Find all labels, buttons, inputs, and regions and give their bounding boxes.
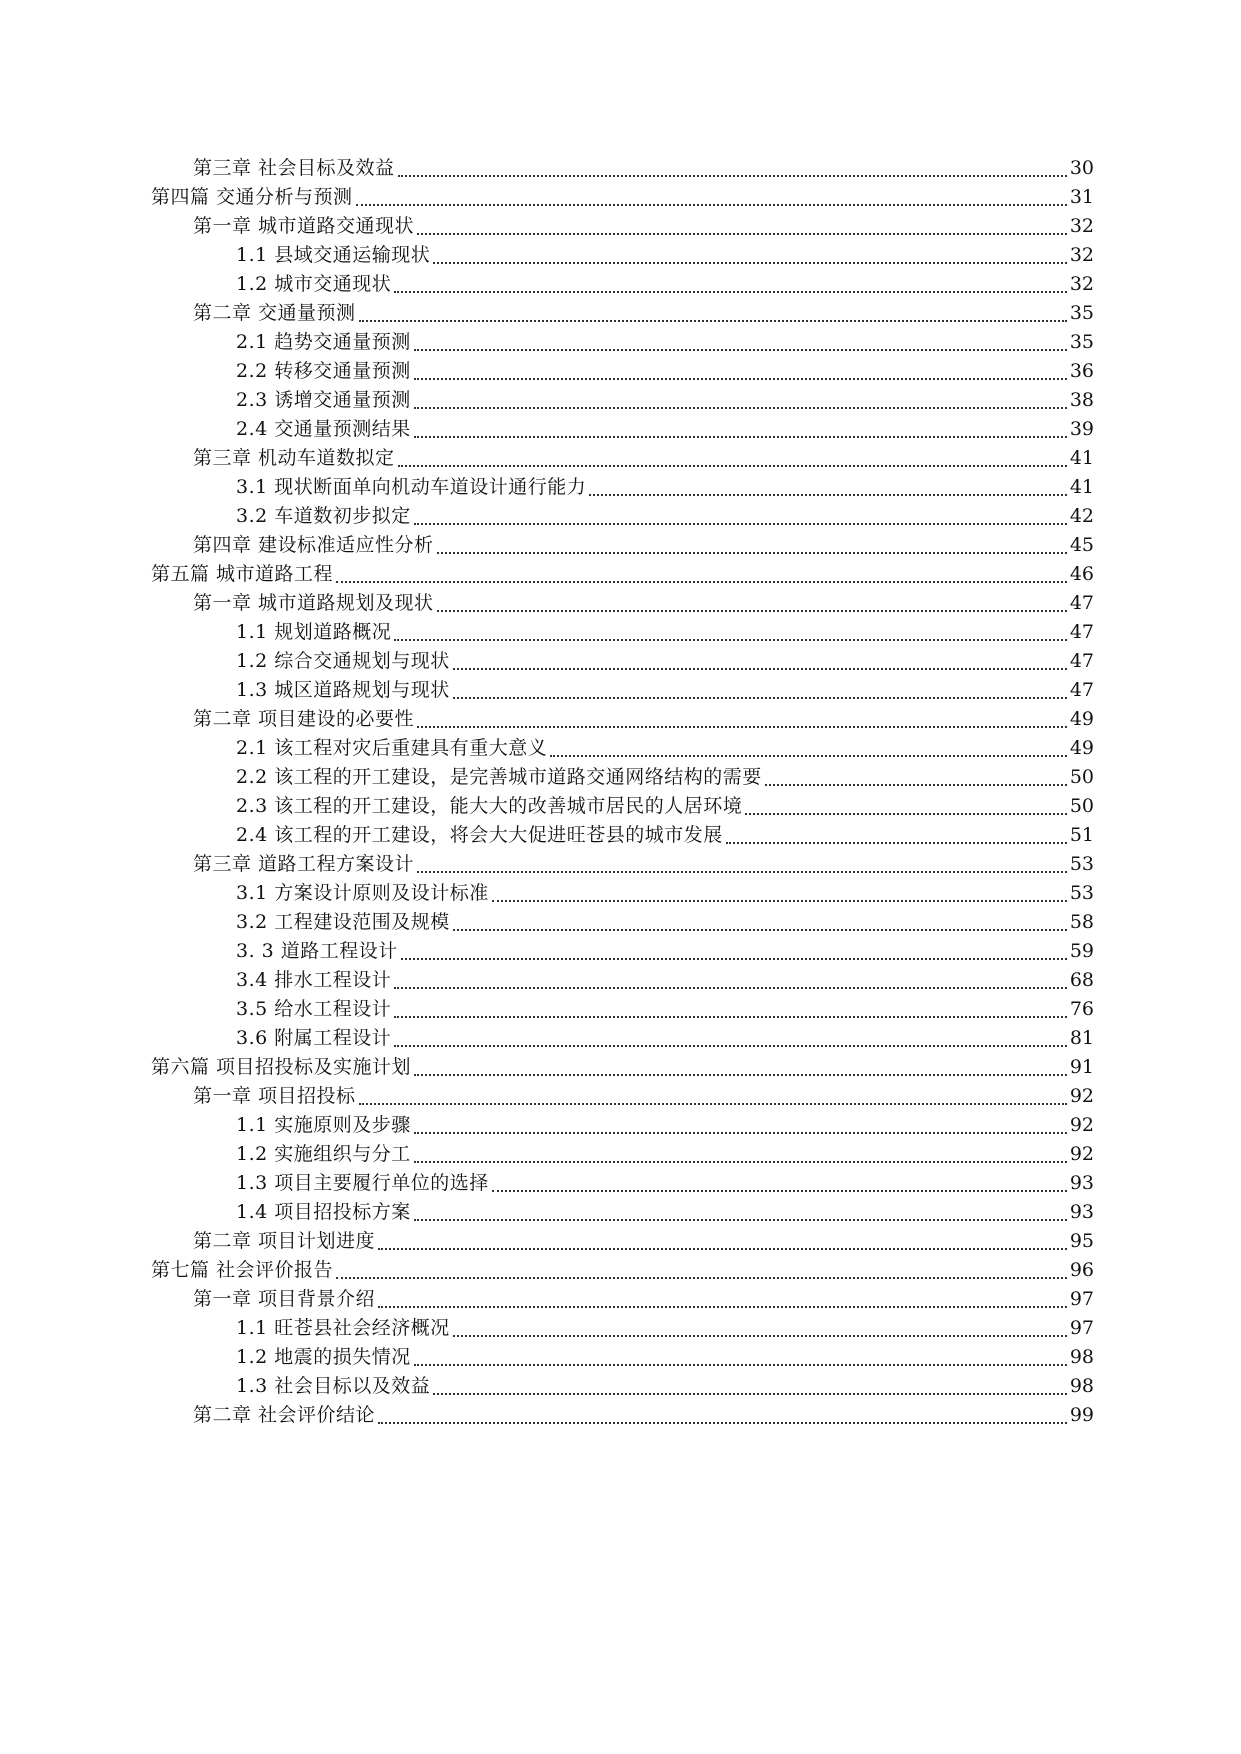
toc-entry-page: 31 xyxy=(1069,186,1094,208)
toc-dot-leader xyxy=(414,1363,1067,1366)
toc-entry[interactable] xyxy=(236,1370,1094,1402)
toc-dot-leader xyxy=(414,1131,1067,1134)
toc-dot-leader xyxy=(414,1218,1067,1221)
toc-entry[interactable] xyxy=(236,964,1094,996)
toc-entry-title: 1.3 城区道路规划与现状 xyxy=(236,679,450,701)
toc-dot-leader xyxy=(437,609,1067,612)
toc-entry-title: 第一章 项目背景介绍 xyxy=(193,1288,376,1310)
toc-dot-leader xyxy=(398,464,1067,467)
toc-entry-title: 2.2 该工程的开工建设，是完善城市道路交通网络结构的需要 xyxy=(236,766,762,788)
toc-entry[interactable] xyxy=(151,558,1094,590)
toc-dot-leader xyxy=(433,1392,1067,1395)
toc-dot-leader xyxy=(378,1247,1067,1250)
toc-entry-page: 32 xyxy=(1069,244,1094,266)
toc-entry[interactable] xyxy=(236,761,1094,793)
toc-entry[interactable] xyxy=(236,413,1094,445)
toc-entry-title: 第一章 城市道路规划及现状 xyxy=(193,592,434,614)
toc-entry-title: 第二章 项目计划进度 xyxy=(193,1230,376,1252)
toc-dot-leader xyxy=(394,1015,1067,1018)
toc-entry[interactable] xyxy=(193,1080,1094,1112)
toc-entry-title: 3. 3 道路工程设计 xyxy=(236,940,398,962)
toc-entry-title: 2.3 诱增交通量预测 xyxy=(236,389,411,411)
toc-entry-page: 92 xyxy=(1069,1085,1094,1107)
toc-entry-page: 30 xyxy=(1069,157,1094,179)
toc-entry[interactable] xyxy=(236,935,1094,967)
toc-entry-title: 1.1 实施原则及步骤 xyxy=(236,1114,411,1136)
toc-entry[interactable] xyxy=(236,326,1094,358)
toc-entry-page: 39 xyxy=(1069,418,1094,440)
toc-entry-title: 2.4 交通量预测结果 xyxy=(236,418,411,440)
toc-entry-page: 49 xyxy=(1069,737,1094,759)
toc-entry-page: 35 xyxy=(1069,331,1094,353)
toc-entry-page: 36 xyxy=(1069,360,1094,382)
toc-entry[interactable] xyxy=(151,1254,1094,1286)
toc-dot-leader xyxy=(414,406,1067,409)
toc-dot-leader xyxy=(417,870,1067,873)
toc-entry-title: 第三章 道路工程方案设计 xyxy=(193,853,415,875)
toc-entry-page: 35 xyxy=(1069,302,1094,324)
toc-entry-title: 3.2 工程建设范围及规模 xyxy=(236,911,450,933)
toc-entry-title: 3.4 排水工程设计 xyxy=(236,969,392,991)
toc-dot-leader xyxy=(394,986,1067,989)
toc-dot-leader xyxy=(414,377,1067,380)
toc-entry[interactable] xyxy=(236,877,1094,909)
toc-entry-title: 第三章 机动车道数拟定 xyxy=(193,447,395,469)
toc-entry[interactable] xyxy=(236,239,1094,271)
toc-dot-leader xyxy=(453,928,1067,931)
toc-entry-title: 1.2 综合交通规划与现状 xyxy=(236,650,450,672)
toc-dot-leader xyxy=(359,319,1067,322)
toc-entry[interactable] xyxy=(193,297,1094,329)
toc-entry-page: 93 xyxy=(1069,1201,1094,1223)
toc-entry-page: 50 xyxy=(1069,766,1094,788)
toc-entry[interactable] xyxy=(236,993,1094,1025)
toc-entry[interactable] xyxy=(236,500,1094,532)
toc-entry[interactable] xyxy=(193,587,1094,619)
toc-entry-page: 32 xyxy=(1069,273,1094,295)
toc-entry-page: 98 xyxy=(1069,1375,1094,1397)
toc-entry-page: 91 xyxy=(1069,1056,1094,1078)
toc-entry[interactable] xyxy=(193,210,1094,242)
toc-entry-title: 1.2 城市交通现状 xyxy=(236,273,392,295)
toc-entry-page: 41 xyxy=(1069,447,1094,469)
toc-entry-page: 46 xyxy=(1069,563,1094,585)
toc-entry-title: 第一章 城市道路交通现状 xyxy=(193,215,415,237)
toc-entry-title: 第五篇 城市道路工程 xyxy=(151,563,334,585)
toc-entry[interactable] xyxy=(236,471,1094,503)
toc-entry-title: 第七篇 社会评价报告 xyxy=(151,1259,334,1281)
toc-dot-leader xyxy=(492,1189,1067,1192)
toc-entry-page: 76 xyxy=(1069,998,1094,1020)
toc-dot-leader xyxy=(453,667,1067,670)
toc-entry[interactable] xyxy=(236,790,1094,822)
toc-dot-leader xyxy=(378,1305,1067,1308)
toc-entry-page: 32 xyxy=(1069,215,1094,237)
toc-entry-page: 53 xyxy=(1069,882,1094,904)
toc-entry-title: 3.5 给水工程设计 xyxy=(236,998,392,1020)
toc-dot-leader xyxy=(401,957,1067,960)
toc-dot-leader xyxy=(745,812,1067,815)
toc-entry[interactable] xyxy=(236,819,1094,851)
toc-entry[interactable] xyxy=(236,732,1094,764)
toc-entry-page: 97 xyxy=(1069,1288,1094,1310)
toc-entry-title: 第三章 社会目标及效益 xyxy=(193,157,395,179)
toc-dot-leader xyxy=(765,783,1067,786)
toc-entry[interactable] xyxy=(193,529,1094,561)
toc-dot-leader xyxy=(414,435,1067,438)
toc-entry-title: 1.3 社会目标以及效益 xyxy=(236,1375,431,1397)
toc-entry-page: 81 xyxy=(1069,1027,1094,1049)
toc-dot-leader xyxy=(394,1044,1067,1047)
toc-dot-leader xyxy=(453,696,1067,699)
toc-dot-leader xyxy=(394,638,1067,641)
toc-dot-leader xyxy=(378,1421,1067,1424)
toc-entry[interactable] xyxy=(193,442,1094,474)
toc-entry-title: 2.1 趋势交通量预测 xyxy=(236,331,411,353)
toc-dot-leader xyxy=(336,580,1067,583)
toc-entry-page: 92 xyxy=(1069,1114,1094,1136)
toc-entry-title: 3.6 附属工程设计 xyxy=(236,1027,392,1049)
toc-dot-leader xyxy=(437,551,1067,554)
toc-entry[interactable] xyxy=(236,355,1094,387)
toc-dot-leader xyxy=(453,1334,1067,1337)
toc-entry-title: 1.1 规划道路概况 xyxy=(236,621,392,643)
toc-dot-leader xyxy=(550,754,1067,757)
toc-entry-page: 47 xyxy=(1069,621,1094,643)
toc-entry-page: 98 xyxy=(1069,1346,1094,1368)
toc-dot-leader xyxy=(414,1160,1067,1163)
toc-entry-title: 2.4 该工程的开工建设，将会大大促进旺苍县的城市发展 xyxy=(236,824,723,846)
toc-entry[interactable] xyxy=(193,848,1094,880)
toc-dot-leader xyxy=(726,841,1067,844)
toc-entry-page: 93 xyxy=(1069,1172,1094,1194)
toc-dot-leader xyxy=(359,1102,1067,1105)
toc-entry-page: 47 xyxy=(1069,679,1094,701)
toc-entry[interactable] xyxy=(193,1283,1094,1315)
toc-dot-leader xyxy=(414,522,1067,525)
toc-entry-title: 第六篇 项目招投标及实施计划 xyxy=(151,1056,412,1078)
toc-entry[interactable] xyxy=(236,1341,1094,1373)
toc-entry-page: 53 xyxy=(1069,853,1094,875)
toc-entry-page: 68 xyxy=(1069,969,1094,991)
toc-entry[interactable] xyxy=(236,906,1094,938)
toc-entry-title: 1.4 项目招投标方案 xyxy=(236,1201,411,1223)
toc-dot-leader xyxy=(356,203,1067,206)
toc-dot-leader xyxy=(398,174,1067,177)
toc-entry-page: 96 xyxy=(1069,1259,1094,1281)
toc-entry[interactable] xyxy=(193,152,1094,184)
toc-entry[interactable] xyxy=(236,1109,1094,1141)
toc-entry-page: 51 xyxy=(1069,824,1094,846)
toc-entry-title: 第二章 交通量预测 xyxy=(193,302,356,324)
toc-dot-leader xyxy=(417,232,1067,235)
toc-entry[interactable] xyxy=(236,616,1094,648)
toc-entry-page: 58 xyxy=(1069,911,1094,933)
toc-entry[interactable] xyxy=(236,1022,1094,1054)
toc-entry-title: 2.2 转移交通量预测 xyxy=(236,360,411,382)
toc-dot-leader xyxy=(589,493,1067,496)
toc-entry-title: 第一章 项目招投标 xyxy=(193,1085,356,1107)
toc-entry-page: 45 xyxy=(1069,534,1094,556)
toc-dot-leader xyxy=(414,1073,1067,1076)
toc-entry-page: 47 xyxy=(1069,592,1094,614)
toc-entry-page: 38 xyxy=(1069,389,1094,411)
toc-entry-title: 1.2 实施组织与分工 xyxy=(236,1143,411,1165)
toc-entry-title: 1.1 县域交通运输现状 xyxy=(236,244,431,266)
toc-entry[interactable] xyxy=(236,384,1094,416)
toc-entry[interactable] xyxy=(236,674,1094,706)
toc-entry-title: 1.2 地震的损失情况 xyxy=(236,1346,411,1368)
toc-entry-title: 3.1 现状断面单向机动车道设计通行能力 xyxy=(236,476,587,498)
toc-entry-page: 59 xyxy=(1069,940,1094,962)
toc-entry-title: 1.1 旺苍县社会经济概况 xyxy=(236,1317,450,1339)
toc-entry-page: 49 xyxy=(1069,708,1094,730)
toc-entry[interactable] xyxy=(193,1399,1094,1431)
toc-entry-title: 3.2 车道数初步拟定 xyxy=(236,505,411,527)
toc-entry-page: 95 xyxy=(1069,1230,1094,1252)
toc-entry[interactable] xyxy=(236,1138,1094,1170)
toc-entry[interactable] xyxy=(151,1051,1094,1083)
toc-dot-leader xyxy=(417,725,1067,728)
toc-entry-page: 99 xyxy=(1069,1404,1094,1426)
toc-entry[interactable] xyxy=(236,268,1094,300)
toc-entry[interactable] xyxy=(236,1312,1094,1344)
toc-entry-title: 第四章 建设标准适应性分析 xyxy=(193,534,434,556)
toc-entry-page: 47 xyxy=(1069,650,1094,672)
toc-entry-page: 41 xyxy=(1069,476,1094,498)
toc-entry-page: 42 xyxy=(1069,505,1094,527)
toc-dot-leader xyxy=(433,261,1067,264)
toc-dot-leader xyxy=(492,899,1067,902)
toc-entry-title: 1.3 项目主要履行单位的选择 xyxy=(236,1172,489,1194)
toc-entry[interactable] xyxy=(193,1225,1094,1257)
toc-entry-page: 97 xyxy=(1069,1317,1094,1339)
toc-entry[interactable] xyxy=(236,1167,1094,1199)
toc-entry-title: 2.1 该工程对灾后重建具有重大意义 xyxy=(236,737,548,759)
toc-entry-title: 2.3 该工程的开工建设，能大大的改善城市居民的人居环境 xyxy=(236,795,743,817)
toc-dot-leader xyxy=(414,348,1067,351)
toc-entry-title: 第四篇 交通分析与预测 xyxy=(151,186,353,208)
toc-dot-leader xyxy=(336,1276,1067,1279)
toc-entry[interactable] xyxy=(193,703,1094,735)
toc-entry-title: 3.1 方案设计原则及设计标准 xyxy=(236,882,489,904)
toc-entry-page: 50 xyxy=(1069,795,1094,817)
toc-entry-title: 第二章 社会评价结论 xyxy=(193,1404,376,1426)
toc-entry[interactable] xyxy=(236,645,1094,677)
toc-entry[interactable] xyxy=(151,181,1094,213)
toc-entry-page: 92 xyxy=(1069,1143,1094,1165)
toc-entry[interactable] xyxy=(236,1196,1094,1228)
toc-dot-leader xyxy=(394,290,1067,293)
toc-entry-title: 第二章 项目建设的必要性 xyxy=(193,708,415,730)
